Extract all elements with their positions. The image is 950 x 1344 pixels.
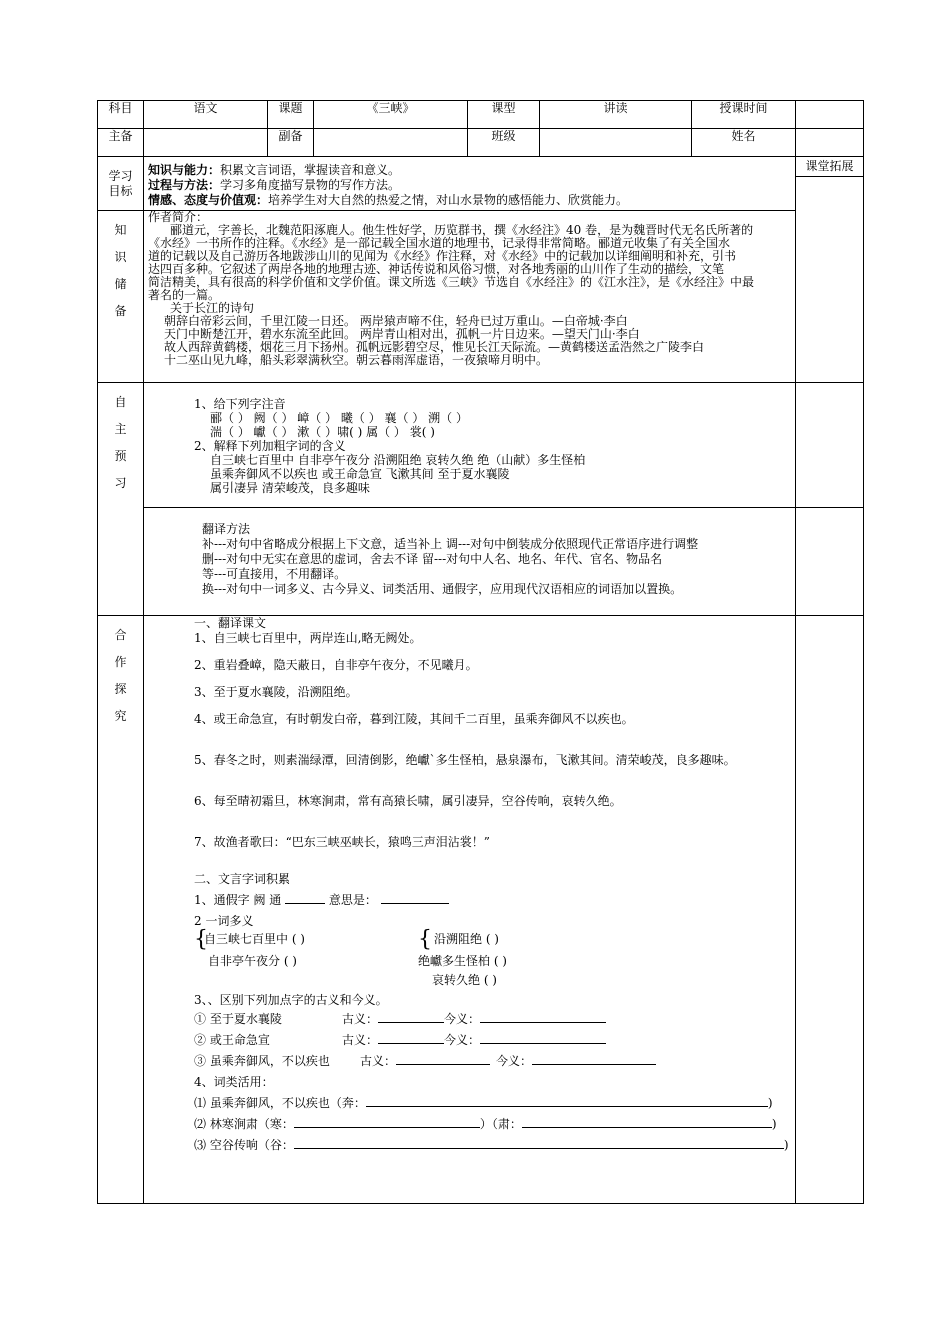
lead-value[interactable] [144,129,268,157]
method-line: 删---对句中无实在意思的虚词，舍去不译 留---对句中人名、地名、年代、官名、物品名 [202,552,663,566]
knowledge-row [98,211,864,383]
extension-label: 课堂拓展 [796,157,863,177]
sentence: 3、至于夏水襄陵，沿溯阻绝。 [194,685,358,699]
polysemy-zi: 自三峡七百里中 ( ) [204,932,305,946]
question-huoyong: 4、词类活用： [194,1075,274,1089]
question-pinyin: 1、给下列字注音 [194,397,286,411]
knowledge-content [144,211,796,383]
words-row: 自三峡七百里中 自非亭午夜分 沿溯阻绝 哀转久绝 绝（山献）多生怪柏 [210,453,586,467]
poem-line: 朝辞白帝彩云间，千里江陵一日还。 两岸猿声啼不住，轻舟已过万重山。—白帝城·李白 [164,314,628,328]
extension-column [796,157,864,383]
header-row-2 [98,129,864,157]
type-label: 课型 [468,101,540,129]
huoyong-row: ⑵ 林寒涧肃（寒： ）（肃： ) [194,1117,777,1131]
goals-row [98,157,864,211]
tongjia-blank[interactable] [285,893,325,904]
polysemy-jue: 哀转久绝 ( ) [432,973,497,987]
subject-value: 语文 [144,101,268,129]
goal-knowledge: 知识与能力：积累文言词语，掌握读音和意义。 [148,163,401,177]
polysemy-zi: 自非亭午夜分 ( ) [208,954,297,968]
preview-exercises [144,383,796,508]
class-value[interactable] [540,129,692,157]
preview-row-1 [98,383,864,508]
goals-content [144,157,796,211]
subject-label: 科目 [98,101,144,129]
method-line: 补---对句中省略成分根据上下文意，适当补上 调---对句中倒装成分依照现代正常语序进行调整 [202,537,699,551]
sentence: 5、春冬之时，则素湍绿潭，回清倒影，绝巘ˋ多生怪柏，悬泉瀑布，飞漱其间。清荣峻茂，良多趣味。 [194,753,736,767]
polysemy-jue: 沿溯阻绝 ( ) [434,932,499,946]
polysemy-block [194,929,791,985]
poem-line: 天门中断楚江开，碧水东流至此回。 两岸青山相对出，孤帆一片日边来。—望天门山·李白 [164,327,640,341]
lesson-plan-table [97,100,864,1204]
intro-line: 道的记载以及自己游历各地跋涉山川的见闻为《水经》作注释，对《水经》中的记载加以详细阐明和补充，引书 [148,249,737,263]
poem-line: 故人西辞黄鹤楼，烟花三月下扬州。孤帆远影碧空尽，惟见长江天际流。—黄鹤楼送孟浩然之广陵李白 [164,340,705,354]
gujin-row: ③ 虽乘奔御风，不以疾也 古义： 今义： [194,1054,791,1069]
goals-label: 学习 目标 [98,157,144,211]
sentence: 1、自三峡七百里中，两岸连山,略无阙处。 [194,631,422,645]
brace-left: { [194,927,208,952]
words-row: 虽乘奔御风不以疾也 或王命急宣 飞漱其间 至于夏水襄陵 [210,467,510,481]
words-row: 属引凄异 清荣峻茂，良多趣味 [210,481,370,495]
pinyin-row[interactable]: 湍（ ） 巘（ ） 漱（ ）啸( ) 属（ ） 裳( ) [210,425,435,439]
method-line: 等---可直接用，不用翻译。 [202,567,347,581]
translation-methods [144,508,796,616]
assist-value[interactable] [314,129,468,157]
intro-line: 简洁精美，具有很高的科学价值和文学价值。课文所选《三峡》节选自《水经注》的《江水注》，是《水经注》中最 [148,275,755,289]
assist-label: 副备 [268,129,314,157]
gujin-row: ② 或王命急宣 古义： 今义： [194,1033,791,1048]
preview-row-2 [98,508,864,616]
time-label: 授课时间 [692,101,796,129]
pinyin-row[interactable]: 郦（ ） 阙（ ） 嶂（ ） 曦（ ） 襄（ ） 溯（ ） [210,411,468,425]
poem-line: 十二巫山见九峰，船头彩翠满秋空。朝云暮雨浑虚语，一夜猿啼月明中。 [164,353,549,367]
method-title: 翻译方法 [202,522,251,536]
tongjia-meaning-blank[interactable] [381,893,449,904]
lesson-plan-sheet [97,100,863,1204]
poem-title: 关于长江的诗句 [170,301,255,315]
intro-line: 达四百多种。它叙述了两岸各地的地理古迹、神话传说和风俗习惯，对各地秀丽的山川作了生动的描绘，文笔 [148,262,725,276]
intro-line: 《水经》一书所作的注释。《水经》是一部记载全国水道的地理书，记录得非常简略。郦道元收集了有关全国水 [148,236,731,250]
type-value: 讲读 [540,101,692,129]
section-vocab: 二、文言字词积累 [194,872,291,886]
brace-right: { [418,927,432,952]
sentence: 6、每至晴初霜旦，林寒涧肃，常有高猿长啸，属引凄异，空谷传响，哀转久绝。 [194,794,622,808]
extension-cell [796,616,864,1204]
goal-process: 过程与方法：学习多角度描写景物的写作方法。 [148,178,401,192]
polysemy-title: 2 一词多义 [194,914,254,928]
huoyong-row: ⑶ 空谷传响（谷： ) [194,1138,789,1152]
gujin-row: ① 至于夏水襄陵 古义： 今义： [194,1012,791,1027]
intro-line: 著名的一篇。 [148,288,221,302]
class-label: 班级 [468,129,540,157]
sentence: 4、或王命急宣，有时朝发白帝，暮到江陵，其间千二百里，虽乘奔御风不以疾也。 [194,712,634,726]
intro-title: 作者简介： [148,210,209,224]
sentence: 7、故渔者歌曰：“巴东三峡巫峡长，猿鸣三声泪沾裳！” [194,835,490,849]
polysemy-jue: 绝巘多生怪柏 ( ) [418,954,507,968]
tongjia-line: 1、通假字 阙 通 意思是： [194,893,791,908]
method-line: 换---对句中一词多义、古今异义、词类活用、通假字，应用现代汉语相应的词语加以置换。 [202,582,683,596]
huoyong-row: ⑴ 虽乘奔御风，不以疾也（奔： ) [194,1096,773,1110]
goal-emotion: 情感、态度与价值观：培养学生对大自然的热爱之情，对山水景物的感悟能力、欣赏能力。 [148,193,629,207]
preview-label: 自 主 预 习 [98,383,144,616]
sentence: 2、重岩叠嶂，隐天蔽日，自非亭午夜分，不见曦月。 [194,658,478,672]
question-gujin: 3、、区别下列加点字的古义和今义。 [194,993,388,1007]
lead-label: 主备 [98,129,144,157]
explore-content [144,616,796,1204]
intro-line: 郦道元，字善长，北魏范阳涿鹿人。他生性好学，历览群书，撰《水经注》40 卷，是为魏晋时代无名氏所著的 [170,223,754,237]
name-label: 姓名 [692,129,796,157]
explore-row [98,616,864,1204]
extension-cell [796,508,864,616]
header-row-1 [98,101,864,129]
knowledge-label: 知 识 储 备 [98,211,144,383]
section-translate: 一、翻译课文 [194,616,267,630]
time-value[interactable] [796,101,864,129]
explore-label: 合 作 探 究 [98,616,144,1204]
extension-cell [796,383,864,508]
topic-label: 课题 [268,101,314,129]
name-value[interactable] [796,129,864,157]
topic-value: 《三峡》 [314,101,468,129]
question-meaning: 2、解释下列加粗字词的含义 [194,439,346,453]
